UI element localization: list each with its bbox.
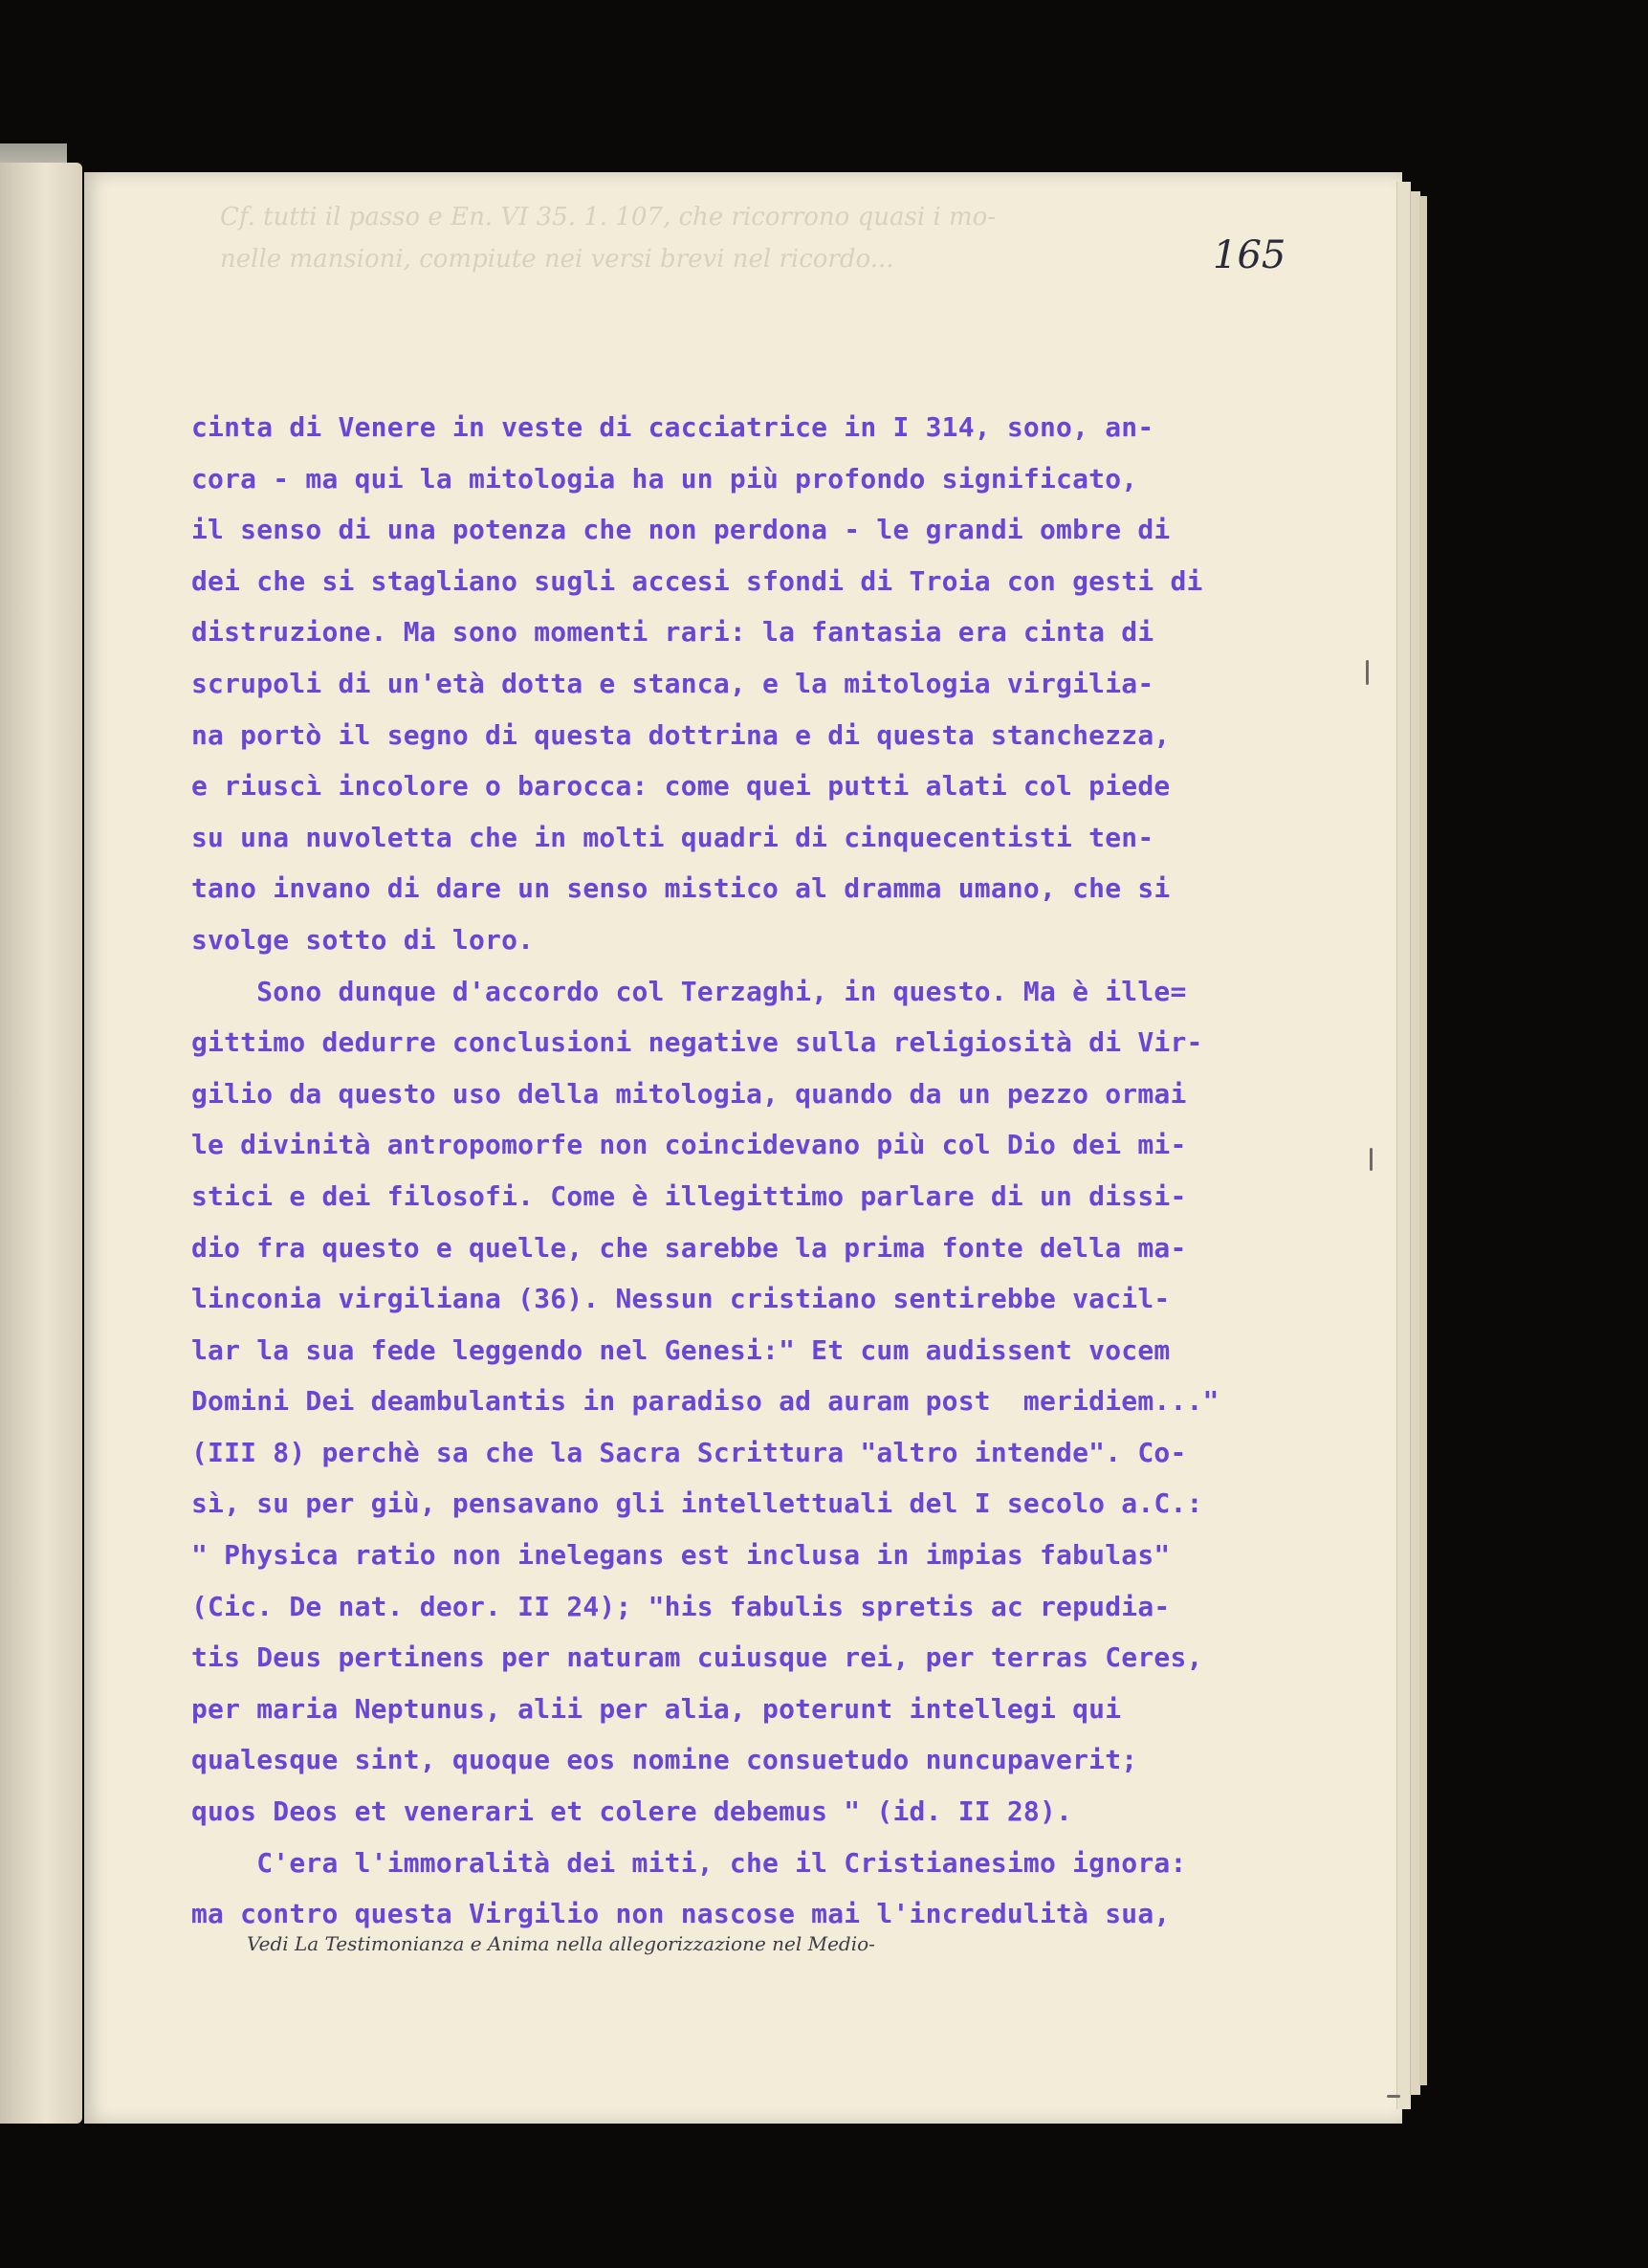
text-line: lar la sua fede leggendo nel Genesi:" Et cum audissent vocem [191,1333,1171,1366]
text-line: linconia virgiliana (36). Nessun cristiano sentirebbe vacil- [191,1283,1171,1315]
bleed-through-line: nelle mansioni, compiute nei versi brevi nel ricordo... [220,245,894,274]
typed-body-text [191,402,1301,1940]
text-line: cora - ma qui la mitologia ha un più profondo significato, [191,462,1138,495]
text-line: svolge sotto di loro. [191,923,535,956]
text-line: C'era l'immoralità dei miti, che il Cristianesimo ignora: [191,1846,1187,1879]
page-number: 165 [1213,233,1286,277]
text-line: Domini Dei deambulantis in paradiso ad auram post meridiem..." [191,1385,1220,1418]
text-line: le divinità antropomorfe non coincidevano più col Dio dei mi- [191,1129,1187,1161]
text-line: e riuscì incolore o barocca: come quei putti alati col piede [191,770,1171,803]
text-line: distruzione. Ma sono momenti rari: la fantasia era cinta di [191,616,1154,649]
page-stack-edge [1419,196,1427,2085]
text-line: quos Deos et venerari et colere debemus " (id. II 28). [191,1795,1073,1828]
text-line: su una nuvoletta che in molti quadri di cinquecentisti ten- [191,821,1154,853]
text-line: Sono dunque d'accordo col Terzaghi, in questo. Ma è ille= [191,975,1187,1007]
bleed-through-text [220,196,1272,280]
text-line: ma contro questa Virgilio non nascose mai l'incredulità sua, [191,1898,1171,1930]
margin-mark [1370,1148,1373,1171]
margin-mark [1387,2095,1400,2098]
text-line: " Physica ratio non inelegans est inclusa in impias fabulas" [191,1539,1171,1572]
text-line: tis Deus pertinens per naturam cuiusque rei, per terras Ceres, [191,1641,1203,1674]
text-line: na portò il segno di questa dottrina e di questa stanchezza, [191,718,1171,751]
text-line: gilio da questo uso della mitologia, quando da un pezzo ormai [191,1077,1187,1110]
left-page [0,163,82,2124]
text-line: qualesque sint, quoque eos nomine consuetudo nuncupaverit; [191,1744,1138,1776]
text-line: dei che si stagliano sugli accesi sfondi di Troia con gesti di [191,564,1203,597]
bleed-through-line: Cf. tutti il passo e En. VI 35. 1. 107, che ricorrono quasi i mo- [220,203,997,231]
margin-mark [1366,660,1369,685]
text-line: sì, su per giù, pensavano gli intellettuali del I secolo a.C.: [191,1487,1203,1520]
handwritten-footnote: Vedi La Testimonianza e Anima nella allegorizzazione nel Medio- [247,1932,875,1955]
page-stack-edge [1396,182,1411,2109]
text-line: gittimo dedurre conclusioni negative sulla religiosità di Vir- [191,1026,1203,1059]
text-line: tano invano di dare un senso mistico al dramma umano, che si [191,872,1171,905]
text-line: il senso di una potenza che non perdona - le grandi ombre di [191,514,1171,546]
text-line: dio fra questo e quelle, che sarebbe la prima fonte della ma- [191,1231,1187,1264]
text-line: scrupoli di un'età dotta e stanca, e la mitologia virgilia- [191,667,1154,699]
text-line: cinta di Venere in veste di cacciatrice in I 314, sono, an- [191,411,1154,443]
text-line: (III 8) perchè sa che la Sacra Scrittura "altro intende". Co- [191,1436,1187,1468]
text-line: per maria Neptunus, alii per alia, poterunt intellegi qui [191,1692,1122,1725]
text-line: (Cic. De nat. deor. II 24); "his fabulis spretis ac repudia- [191,1590,1171,1622]
text-line: stici e dei filosofi. Come è illegittimo parlare di un dissi- [191,1179,1187,1212]
